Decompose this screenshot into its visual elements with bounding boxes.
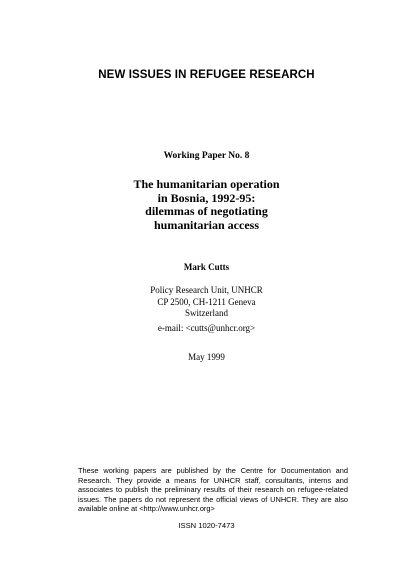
paper-title [0,178,413,232]
affiliation-line: Switzerland [185,308,228,318]
series-title: NEW ISSUES IN REFUGEE RESEARCH [98,69,315,81]
paper-title-line: in Bosnia, 1992-95: [157,190,256,205]
paper-title-line: The humanitarian operation [133,177,280,191]
issn-number: ISSN 1020-7473 [178,521,235,530]
paper-title-line: humanitarian access [154,217,259,232]
paper-title-line: dilemmas of negotiating [145,204,268,218]
affiliation-line: Policy Research Unit, UNHCR [150,285,263,295]
author-email: e-mail: <cutts@unhcr.org> [157,323,256,333]
working-paper-number: Working Paper No. 8 [163,151,250,161]
author-affiliation [0,285,413,320]
disclaimer-paragraph: These working papers are published by the Centre for Documentation and Research. They provide a means for UNHCR staff, consultants, interns and associates to publish the preliminary results of their research on refugee-related issues. The papers do not represent the official views of UNHCR. They are also available online at <http://www.unhcr.org> [78,466,348,514]
affiliation-line: CP 2500, CH-1211 Geneva [157,296,256,307]
publication-date: May 1999 [188,352,225,362]
author-name: Mark Cutts [183,262,230,272]
